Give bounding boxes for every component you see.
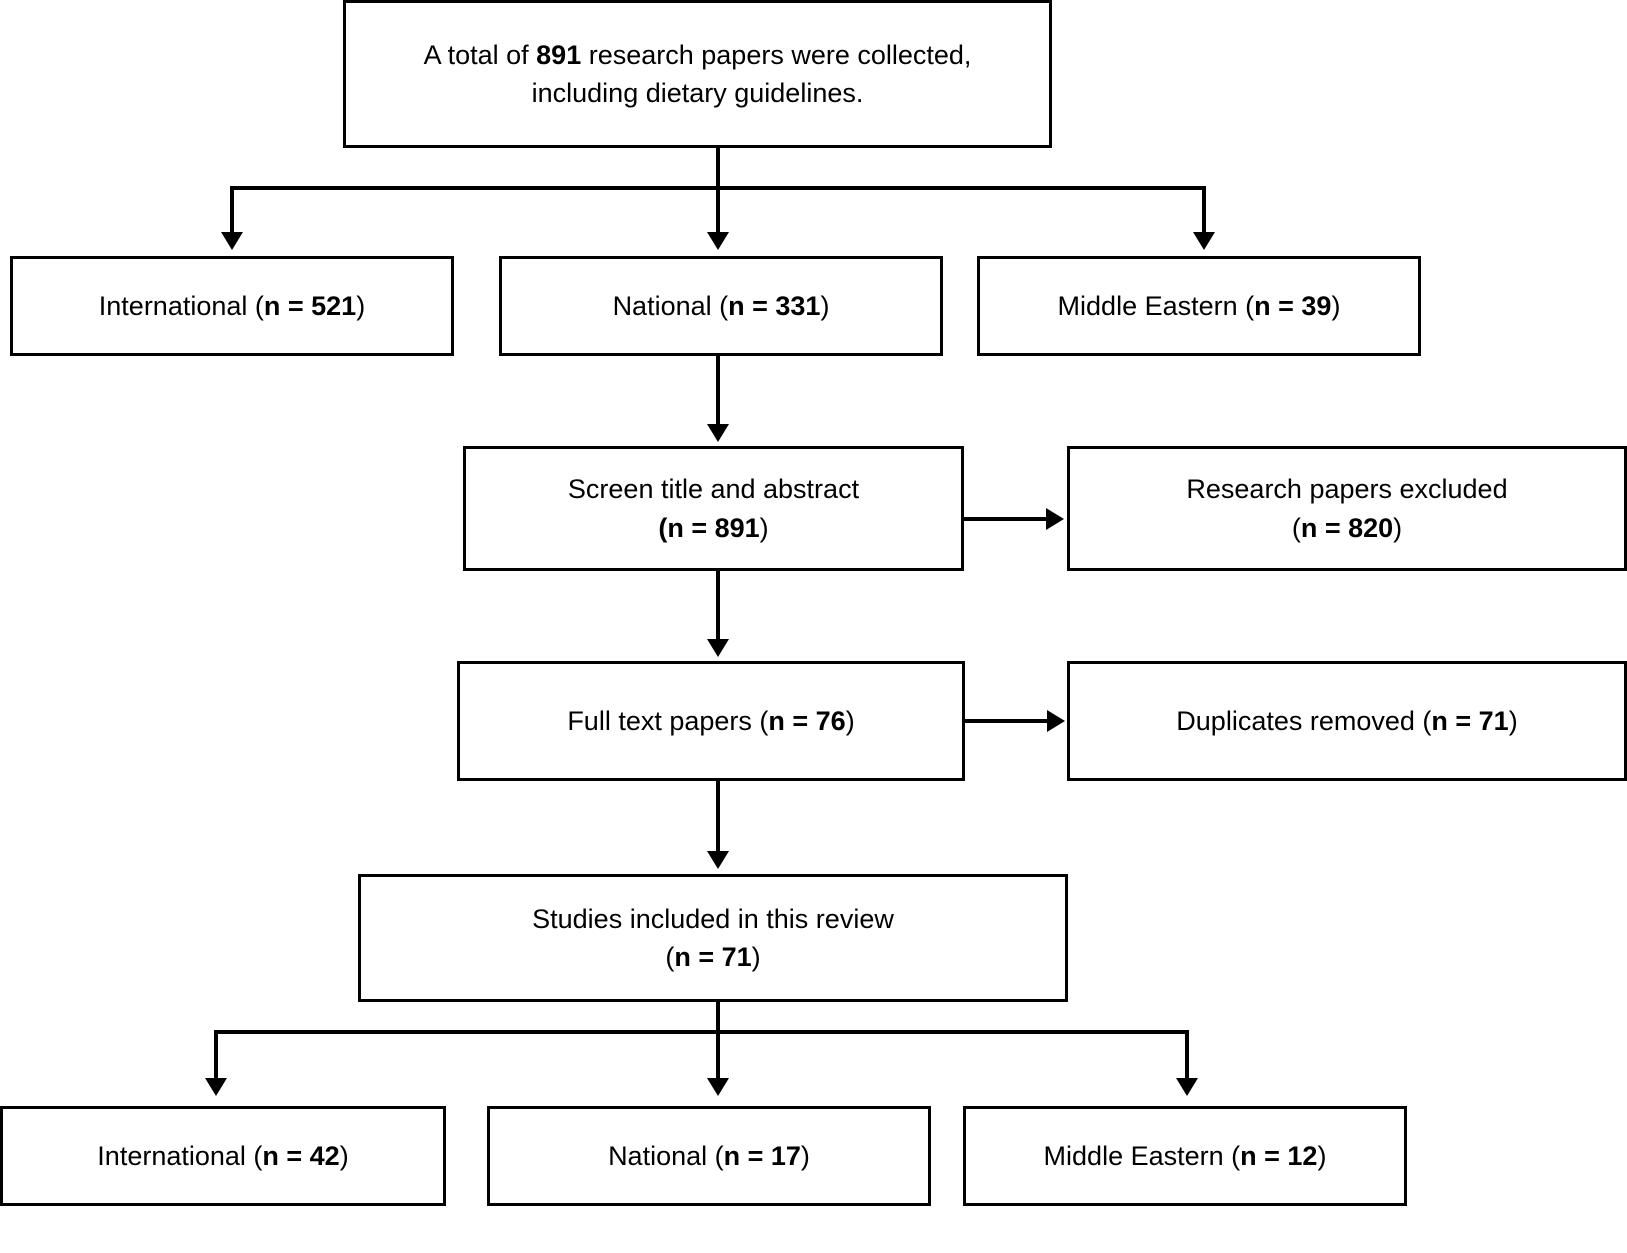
node-studies-included [358, 874, 1068, 1002]
arrowhead-fulltext [707, 639, 729, 657]
node-result-national: National (n = 17) [487, 1106, 931, 1206]
node-excluded-line2: (n = 820) [1291, 512, 1403, 543]
node-screen-line1: Screen title and abstract [567, 474, 860, 505]
connector-total-down [716, 148, 720, 188]
connector-split-mid [716, 186, 720, 234]
node-total-collected [343, 0, 1052, 148]
connector-bottom-mid [716, 1030, 720, 1080]
node-total-collected-line2: including dietary guidelines. [531, 78, 864, 108]
connector-included-down [716, 1002, 720, 1032]
node-source-international: International (n = 521) [10, 256, 454, 356]
arrowhead-split-right [1193, 232, 1215, 250]
node-source-middle-eastern: Middle Eastern (n = 39) [977, 256, 1421, 356]
node-full-text-papers: Full text papers (n = 76) [457, 661, 965, 781]
connector-screen-to-fulltext [716, 571, 720, 641]
arrowhead-duplicates [1047, 710, 1065, 732]
arrowhead-split-mid [707, 232, 729, 250]
node-excluded-line1: Research papers excluded [1186, 474, 1508, 505]
connector-bottom-right [1185, 1030, 1189, 1080]
node-result-middle-eastern: Middle Eastern (n = 12) [963, 1106, 1407, 1206]
connector-national-to-screen [716, 356, 720, 426]
node-included-line1: Studies included in this review [532, 903, 894, 934]
arrowhead-bottom-mid [707, 1078, 729, 1096]
node-papers-excluded [1067, 446, 1627, 571]
connector-fulltext-to-included [716, 781, 720, 853]
arrowhead-split-left [221, 232, 243, 250]
arrowhead-screen [707, 424, 729, 442]
arrowhead-excluded [1046, 508, 1064, 530]
connector-screen-to-excluded [964, 517, 1048, 521]
arrowhead-bottom-right [1176, 1078, 1198, 1096]
connector-split-left [230, 186, 234, 234]
node-total-collected-line1: A total of 891 research papers were collected, [423, 39, 972, 70]
connector-fulltext-to-duplicates [965, 719, 1049, 723]
node-screen-line2: (n = 891) [658, 512, 769, 543]
arrowhead-included [707, 851, 729, 869]
connector-split-bar-bottom [214, 1030, 1189, 1034]
arrowhead-bottom-left [205, 1078, 227, 1096]
node-screen-title-abstract [463, 446, 964, 571]
connector-bottom-left [214, 1030, 218, 1080]
node-included-line2: (n = 71) [665, 942, 761, 972]
connector-split-right [1202, 186, 1206, 234]
node-duplicates-removed: Duplicates removed (n = 71) [1067, 661, 1627, 781]
node-source-national: National (n = 331) [499, 256, 943, 356]
node-result-international: International (n = 42) [0, 1106, 446, 1206]
